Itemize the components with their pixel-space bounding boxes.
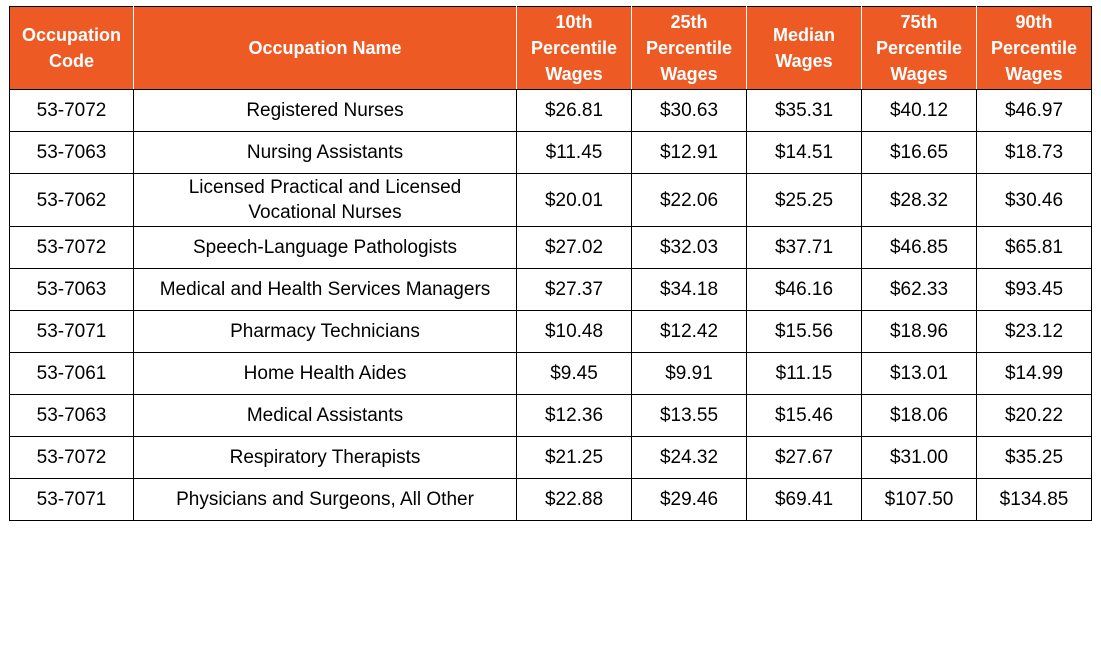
header-line: 25th xyxy=(670,12,708,32)
occupation-name-cell: Respiratory Therapists xyxy=(134,437,517,479)
p90-wage-cell: $93.45 xyxy=(977,269,1092,311)
p75-wage-cell: $62.33 xyxy=(862,269,977,311)
p90-wage-cell: $20.22 xyxy=(977,395,1092,437)
p25-wage-cell: $30.63 xyxy=(632,90,747,132)
header-occupation-name xyxy=(134,7,517,90)
header-line: Code xyxy=(49,51,94,71)
table-row xyxy=(10,311,1092,353)
p90-wage-cell: $30.46 xyxy=(977,174,1092,227)
occupation-code-cell: 53-7061 xyxy=(10,353,134,395)
median-wage-cell: $27.67 xyxy=(747,437,862,479)
occupation-name-cell: Physicians and Surgeons, All Other xyxy=(134,479,517,521)
occupation-name-cell: Speech-Language Pathologists xyxy=(134,227,517,269)
header-median xyxy=(747,7,862,90)
p25-wage-cell: $22.06 xyxy=(632,174,747,227)
p75-wage-cell: $13.01 xyxy=(862,353,977,395)
table-row xyxy=(10,437,1092,479)
p75-wage-cell: $31.00 xyxy=(862,437,977,479)
table-header-row xyxy=(10,7,1092,90)
table-row xyxy=(10,479,1092,521)
median-wage-cell: $11.15 xyxy=(747,353,862,395)
occupation-name-cell: Pharmacy Technicians xyxy=(134,311,517,353)
occupation-code-cell: 53-7072 xyxy=(10,227,134,269)
p10-wage-cell: $9.45 xyxy=(517,353,632,395)
header-line: Occupation xyxy=(21,25,121,45)
name-line: Licensed Practical and Licensed xyxy=(188,177,462,198)
occupation-code-cell: 53-7072 xyxy=(10,90,134,132)
header-line: Percentile xyxy=(990,38,1078,58)
median-wage-cell: $35.31 xyxy=(747,90,862,132)
p75-wage-cell: $18.06 xyxy=(862,395,977,437)
median-wage-cell: $69.41 xyxy=(747,479,862,521)
wage-table xyxy=(9,6,1092,521)
table-row xyxy=(10,174,1092,227)
p75-wage-cell: $46.85 xyxy=(862,227,977,269)
occupation-code-cell: 53-7063 xyxy=(10,395,134,437)
occupation-code-cell: 53-7063 xyxy=(10,132,134,174)
header-line: Occupation Name xyxy=(248,38,402,58)
header-line: Wages xyxy=(545,64,603,84)
median-wage-cell: $25.25 xyxy=(747,174,862,227)
p75-wage-cell: $16.65 xyxy=(862,132,977,174)
median-wage-cell: $14.51 xyxy=(747,132,862,174)
name-line: Vocational Nurses xyxy=(248,202,402,223)
header-occupation-code xyxy=(10,7,134,90)
header-line: Percentile xyxy=(645,38,733,58)
occupation-code-cell: 53-7071 xyxy=(10,311,134,353)
median-wage-cell: $46.16 xyxy=(747,269,862,311)
p10-wage-cell: $12.36 xyxy=(517,395,632,437)
header-90th-percentile xyxy=(977,7,1092,90)
header-line: 75th xyxy=(900,12,938,32)
wage-table-container xyxy=(9,6,1092,521)
header-10th-percentile xyxy=(517,7,632,90)
header-25th-percentile xyxy=(632,7,747,90)
header-line: Wages xyxy=(1005,64,1063,84)
p10-wage-cell: $20.01 xyxy=(517,174,632,227)
header-line: Wages xyxy=(660,64,718,84)
header-line: Median xyxy=(772,25,835,45)
occupation-code-cell: 53-7071 xyxy=(10,479,134,521)
p90-wage-cell: $23.12 xyxy=(977,311,1092,353)
median-wage-cell: $15.46 xyxy=(747,395,862,437)
occupation-code-cell: 53-7063 xyxy=(10,269,134,311)
p75-wage-cell: $107.50 xyxy=(862,479,977,521)
table-body xyxy=(10,90,1092,521)
table-row xyxy=(10,269,1092,311)
header-line: Percentile xyxy=(875,38,963,58)
header-75th-percentile xyxy=(862,7,977,90)
p10-wage-cell: $27.37 xyxy=(517,269,632,311)
median-wage-cell: $37.71 xyxy=(747,227,862,269)
table-row xyxy=(10,227,1092,269)
p75-wage-cell: $28.32 xyxy=(862,174,977,227)
p90-wage-cell: $46.97 xyxy=(977,90,1092,132)
header-line: Percentile xyxy=(530,38,618,58)
p10-wage-cell: $11.45 xyxy=(517,132,632,174)
header-line: 10th xyxy=(555,12,593,32)
median-wage-cell: $15.56 xyxy=(747,311,862,353)
occupation-name-cell: Nursing Assistants xyxy=(134,132,517,174)
p25-wage-cell: $32.03 xyxy=(632,227,747,269)
p10-wage-cell: $10.48 xyxy=(517,311,632,353)
p90-wage-cell: $14.99 xyxy=(977,353,1092,395)
p25-wage-cell: $29.46 xyxy=(632,479,747,521)
occupation-name-cell: Medical and Health Services Managers xyxy=(134,269,517,311)
header-line: 90th xyxy=(1015,12,1053,32)
p10-wage-cell: $27.02 xyxy=(517,227,632,269)
p25-wage-cell: $24.32 xyxy=(632,437,747,479)
p10-wage-cell: $21.25 xyxy=(517,437,632,479)
p25-wage-cell: $34.18 xyxy=(632,269,747,311)
table-row xyxy=(10,90,1092,132)
p90-wage-cell: $35.25 xyxy=(977,437,1092,479)
header-line: Wages xyxy=(890,64,948,84)
p75-wage-cell: $40.12 xyxy=(862,90,977,132)
occupation-name-cell: Medical Assistants xyxy=(134,395,517,437)
p25-wage-cell: $12.91 xyxy=(632,132,747,174)
occupation-code-cell: 53-7062 xyxy=(10,174,134,227)
p25-wage-cell: $12.42 xyxy=(632,311,747,353)
table-row xyxy=(10,132,1092,174)
header-line: Wages xyxy=(775,51,833,71)
p10-wage-cell: $26.81 xyxy=(517,90,632,132)
occupation-code-cell: 53-7072 xyxy=(10,437,134,479)
p90-wage-cell: $134.85 xyxy=(977,479,1092,521)
table-row xyxy=(10,353,1092,395)
occupation-name-cell xyxy=(134,174,517,227)
p25-wage-cell: $9.91 xyxy=(632,353,747,395)
table-row xyxy=(10,395,1092,437)
p75-wage-cell: $18.96 xyxy=(862,311,977,353)
p25-wage-cell: $13.55 xyxy=(632,395,747,437)
occupation-name-cell: Home Health Aides xyxy=(134,353,517,395)
p10-wage-cell: $22.88 xyxy=(517,479,632,521)
occupation-name-cell: Registered Nurses xyxy=(134,90,517,132)
p90-wage-cell: $18.73 xyxy=(977,132,1092,174)
p90-wage-cell: $65.81 xyxy=(977,227,1092,269)
